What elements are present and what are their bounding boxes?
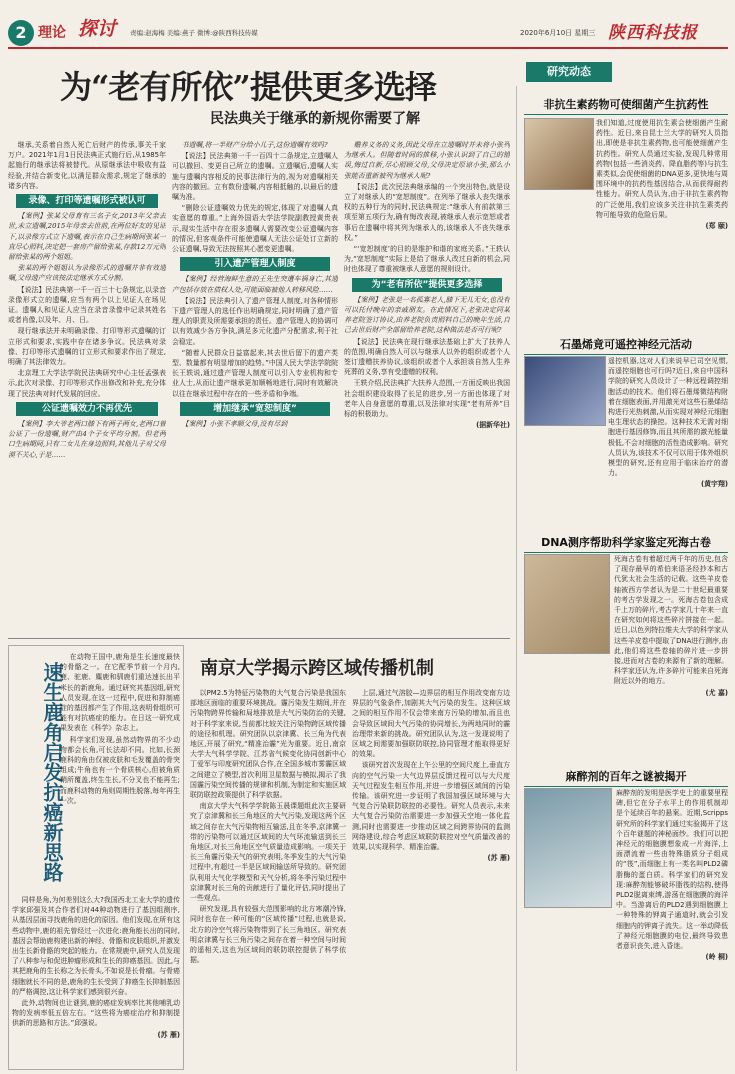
paragraph: 继承,关系着自然人死亡后财产的传承,事关千家万户。2021年1月1日民法典正式施行后,从1985年起施行的继承法将被替代。从原继承法中吸收有益经验,并结合新变化,以满足群众需求,规定了继承的诸多内容。 <box>8 141 166 190</box>
byline: (岭 桐) <box>705 953 728 962</box>
byline: (苏 雁) <box>487 854 510 863</box>
sidebar-article-body <box>524 356 728 528</box>
paragraph: 现行继承法并未明确录像、打印等形式遗嘱的订立形式和要求,实践中存在诸多争议。民法典对录像、打印等形式遗嘱的订立形式和要求作出了规定,明确了其法律效力。 <box>8 327 166 367</box>
paragraph: 南京大学大气科学学院陈玉晨课题组此次主要研究了京津冀和长三角地区的大气污染,发现这两个区域之间存在大气污染物相互输送,且在冬季,京津冀一带的污染物可以通过区域间的大气环流输送到长三角地区,对长三角地区空气质量造成影响。一项关于长三角霾污染天气的研究表明,冬季发生的大气污染过程中,有超过一半是区域间输送所导致的。研究团队利用大气化学模型和天气分析,将冬季污染过程中京津冀对长三角的贡献进行了量化评估,同时提出了一些观点。 <box>190 802 346 903</box>
paragraph: 北京理工大学法学院民法典研究中心主任孟强表示,此次对录像、打印等形式作出修改和补充,充分体现了民法典对时代发展的回应。 <box>8 369 166 398</box>
paragraph: 同样是角,为何差别这么大?我国西北工业大学的遗传学家邱强及其合作者们对44种动物进行了基因组测序,从基因层面寻找鹿角的进化的原因。他们发现,在所有这些动物中,鹿的祖先曾经过一次进化:鹿角能长出的同时,基因会帮助鹿构建出新的神经、骨骼和皮肤组织,并激发出生长新骨骼的突起的能力。在常规鹿中,研究人员发现了八种参与和促进肿瘤形成和生长的抑癌基因。因此,与其把鹿角的生长称之为长骨头,不如说是长骨瘤。与骨癌细胞就长不同的是,鹿角的生长受到了抑癌生长抑制基因的严格调控,这让科学家们感到很兴奋。 <box>12 896 180 996</box>
paragraph: 此外,动物间也让谜到,鹿的癌症发病率比其他哺乳动物的发病率低五倍左右。“这些将为癌症治疗和抑制提供新的思路和方法。”邱强说。 <box>12 999 180 1028</box>
case-paragraph: 【案例】张某父母育有三名子女,2013年父亲去世,未立遗嘱,2015年母亲去世前,在两位好友的见证下,以录像方式立下遗嘱,表示在自己生病期间张某一直尽心照料,决定把一套房产留给张某,存款12万元则留给张某的两个姐姐。 <box>8 212 166 262</box>
sidebar-article-body <box>524 118 728 328</box>
paragraph: “‘宽恕制度’的目的是维护和谐的家庭关系。”王轶认为,“宽恕制度”实际上是给了继承人改过自新的机会,同时也体现了尊重被继承人意愿的规则设计。 <box>344 245 510 274</box>
section-label-a: 理论 <box>38 25 66 41</box>
editor-meta: 责编:赵海梅 美编:燕子 微博:@陕西科技传媒 <box>130 29 258 37</box>
case-paragraph: 【案例】经营海鲜生意的王先生突遭车祸身亡,其遗产包括存放在债权人处,可能面临被他人转移风险…… <box>172 275 338 294</box>
paragraph: 麻醉剂的发明是医学史上的重要里程碑,但它在分子水平上的作用机制却是个延续百年的悬案。近期,Scripps研究所的科学家们通过实验揭开了这个百年谜题的神秘面纱。我们可以把神经元的细胞膜想象成一片海洋,上面漂流着一些由特殊脂质分子组成的“筏”,而细胞上有一类名叫PLD2磷脂酶的蛋白质。科学家们的研究发现:麻醉剂能够破坏脂筏的结构,使得PLD2脱离束缚,游荡在细胞膜的海洋中。当游离后的PLD2遇到细胞膜上一种特殊的钾离子通道时,就会引发细胞内的钾离子流失。这一举动降低了神经元细胞膜的电位,最终导致患者意识丧失,进入昏迷。 <box>616 789 728 951</box>
explanation-paragraph: 【说法】此次民法典继承编的一个突出特色,就是设立了对继承人的“宽恕制度”。在列举了继承人丧失继承权的五种行为的同时,民法典规定:“继承人有前款第三项至第五项行为,确有悔改表现,被继承人表示宽恕或者事后在遗嘱中将其列为继承人的,该继承人不丧失继承权。” <box>344 182 510 242</box>
paragraph: 张某的两个姐姐认为录像形式的遗嘱并非有效遗嘱,父母遗产应该按法定继承方式分割。 <box>8 264 166 283</box>
sidebar-article-title: DNA测序帮助科学家鉴定死海古卷 <box>524 534 728 553</box>
paragraph: 赡养义务的义务,因此父母在立遗嘱时并未将小张列为继承人。但随着时间的推移,小张认识到了自己的错误,悔过自新,尽心照顾父母,父母决定原谅小张,那么小张能否重新被列为继承人呢? <box>344 141 510 180</box>
sidebar-article-title: 非抗生素药物可使细菌产生抗药性 <box>524 96 728 115</box>
sidebar-article-body <box>524 788 728 1070</box>
main-headline: 为“老有所依”提供更多选择 <box>60 68 436 106</box>
smog-column-b <box>352 688 510 1070</box>
section-heading: 公证遗嘱效力不再优先 <box>16 402 158 416</box>
page-number: 2 <box>8 20 34 46</box>
byline: (尤 嘉) <box>705 688 728 697</box>
paragraph: “删除公证遗嘱效力优先的规定,体现了对遗嘱人真实意愿的尊重。”上海外国语大学法学院副教授黄贵表示,现实生活中存在很多遗嘱人需要改变公证遗嘱内容的情况,但客观条件可能使遗嘱人无法公证处订立新的公证遗嘱,导致无法按照其心愿变更遗嘱。 <box>172 204 338 254</box>
newspaper-brand: 陕西科技报 <box>608 23 698 43</box>
paragraph: 上层,通过气溶胶—边界层的相互作用改变南方边界层的气象条件,加剧其大气污染的发生。这种区域之间的相互作用不仅会带来南方污染的增加,而且也会导致区域间大气污染的协同增长,为两地同时的霾治理带来新的挑战。研究团队认为,这一发现说明了区域之间需要加强联防联控,协同管理才能取得更好的效果。 <box>352 689 510 759</box>
page-header <box>0 0 735 50</box>
paragraph: 书遗嘱,将一半财产分给小儿子,这份遗嘱有效吗? <box>181 141 328 149</box>
deer-article-title: 速生鹿角启发抗癌新思路 <box>40 662 64 882</box>
smog-column-a <box>190 688 346 1070</box>
article-column-2 <box>172 140 338 630</box>
explanation-paragraph: 【说法】民法典第一千一百四十二条规定,立遗嘱人可以撤回、变更自己所立的遗嘱。立遗嘱后,遗嘱人实施与遗嘱内容相反的民事法律行为的,视为对遗嘱相关内容的撤回。立有数份遗嘱,内容相抵触的,以最后的遗嘱为准。 <box>172 152 338 202</box>
case-paragraph: 【案例】李大爷老两口膝下有两子两女,老两口曾公证了一份遗嘱,财产由4个子女平均分割。但老两口生病期间,只有二女儿在身边照料,其他儿子对父母漠不关心,于是…… <box>8 420 166 459</box>
section-heading: 为“老有所依”提供更多选择 <box>352 278 502 292</box>
explanation-paragraph: 【说法】民法典在现行继承法基础上扩大了扶养人的范围,明确自然人可以与继承人以外的组织或者个人签订遗赠扶养协议,该组织或者个人承担该自然人生养死葬的义务,享有受遗赠的权利。 <box>344 337 510 377</box>
paragraph: 我们知道,过度使用抗生素会使细菌产生耐药性。近日,来自昆士兰大学的研究人员指出,即使是非抗生素药物,也可能使细菌产生抗药性。研究人员通过实验,发现几种常用药物(包括一些消炎药、降血脂药等)与抗生素类似,会促使细菌的DNA更多,更快地与周围环境中的抗药性基因结合,从而获得耐药性能力。研究人员认为,由于非抗生素药物的广泛使用,我们应该多关注非抗生素类药物可能导致的危险后果。 <box>596 119 728 219</box>
case-paragraph: 【案例】小张不孝顺父母,没有尽到 <box>181 420 288 429</box>
research-news-label: 研究动态 <box>526 62 612 82</box>
paragraph: 该研究首次发现在上午公里的空间尺度上,垂直方向的空气污染一大气边界层反馈过程可以与大尺度天气过程发生相互作用,并进一步增强区域间的污染传输。该研究进一步证明了我国加强区域环境与大气复合污染联防联控的必要性。研究人员表示,未来大气复合污染防治需要进一步加强天空地一体化监测,同时也需要进一步推动区域之间跨界协同的监测网络建设,综合考虑区域联防联控对空气质量改善的效果,以实现科学、精准治霾。 <box>352 761 510 852</box>
article-column-3 <box>344 140 510 630</box>
byline: (据新华社) <box>476 421 510 430</box>
section-label-b: 探讨 <box>78 18 117 40</box>
paragraph: “随着人民群众日益富起来,其去世后留下的遗产类型、数量都有明显增加的趋势。”中国人民大学法学院院长王轶说,通过遗产管理人制度可以引入专业机构和专业人士,从而让遗产继承更加顺畅地进行,同时有效解决以往在继承过程中存在的一些矛盾和争端。 <box>172 348 338 398</box>
main-subheadline: 民法典关于继承的新规你需要了解 <box>210 111 420 127</box>
paragraph: 死海古卷有着超过两千年的历史,包含了现存最早的希伯来语圣经抄本和古代犹太社会生活的记载。这些羊皮卷轴被西方学者认为是二十世纪最重要的考古学发现之一。死海古卷包含成千上万的碎片,考古学家几十年来一直在研究如何将这些碎片拼接在一起。近日,以色列特拉维夫大学的科学家从这些羊皮卷中提取了DNA进行测序,由此,他们将这些卷轴的碎片进一步拼接,进而对古卷的来源有了新的理解。科学家还认为,许多碎片可能来自死海附近以外的地方。 <box>614 555 728 686</box>
deer-column-a <box>60 652 180 892</box>
sidebar-article-title: 石墨烯竟可遥控神经元活动 <box>524 336 728 355</box>
explanation-paragraph: 【说法】民法典第一千一百三十七条规定,以录音录像形式立的遗嘱,应当有两个以上见证人在场见证。遗嘱人和见证人应当在录音录像中记录其姓名或者肖像,以及年、月、日。 <box>8 285 166 325</box>
paragraph: 以PM2.5为特征污染物的大气复合污染是我国东部地区面临的重要环境挑战。霾污染发生期间,并在污染物跨界传输和局地排放是大气污染防治的关键,对于科学家来说,当前都比较关注污染物跨区域传播的途径和机理。研究团队以京津冀、长三角为代表地区,开展了研究,“精准治霾”光为重要。近日,南京大学大气科学学院、江苏省气候变化协同创新中心丁爱军与印度研究团队合作,在全国多城市雾霾区域之间建立了模型,首次利用卫星数据与模拟,揭示了我国霾污染空间传播的规律和机制,为制定和实施区域联防联控政策提供了科学依据。 <box>190 689 346 800</box>
section-divider <box>8 638 510 639</box>
deer-column-b <box>12 895 180 1065</box>
sidebar-article-body <box>524 554 728 760</box>
section-heading: 引入遗产管理人制度 <box>180 257 330 271</box>
sidebar-article-title: 麻醉剂的百年之谜被揭开 <box>524 768 728 787</box>
paragraph: 王轶介绍,民法典扩大扶养人范围,一方面反映出我国社会组织建设取得了长足的进步,另一方面也体现了对老年人自身意愿的尊重,以及法律对实现“老有所养”目标的积极助力。 <box>344 379 510 419</box>
issue-date: 2020年6月10日 星期三 <box>520 29 596 37</box>
byline: (黄宇翔) <box>701 480 728 489</box>
explanation-paragraph: 【说法】民法典引入了遗产管理人制度,对各种情形下遗产管理人的选任作出明确规定,同时明确了遗产管理人的职责及所需要承担的责任。遗产管理人的协调可以有效减少各方争执,满足多元化遗产分配需求,利于社会稳定。 <box>172 296 338 346</box>
case-paragraph: 【案例】老张是一名孤寡老人,膝下无儿无女,也没有可以托付晚年的亲戚朋友。在此情况下,老张决定同某养老院签订协议,由养老院负责照料自己的晚年生活,自己去世后财产全部留给养老院,这种做法是否可行呢? <box>344 295 510 335</box>
article-column-1 <box>8 140 166 630</box>
smog-article-title: 南京大学揭示跨区域传播机制 <box>200 658 434 679</box>
byline: (苏 雁) <box>157 1030 180 1039</box>
paragraph: 研究发现,具有较强大范围影响的北方寒潮冷锋,同时也存在一种可能的“区域传播”过程,也就是说,北方的冷空气将污染物带到了长三角地区。研究表明京津冀与长三角污染之间存在着一种空间与时间的遥相关,这也为区域间的联防联控提供了科学依据。 <box>190 905 346 965</box>
section-heading: 录像、打印等遗嘱形式被认可 <box>16 194 158 208</box>
paragraph: 遥控机器,这对人们来说早已司空见惯,而遥控细胞也可行吗?近日,来自中国科学院的研究人员设计了一种远程调控细胞活动的技术。他们将石墨烯微结构附着在细胞表面,并用激光对这些石墨烯结构进行光热刺激,从而实现对神经元细胞电生理状态的操控。这种技术无需对细胞进行基因修饰,而且其所需的激光能量极低,不会对细胞的活性造成影响。研究人员认为,该技术不仅可以用于体外组织模型的研究,还有应用于临床治疗的潜力。 <box>608 357 728 478</box>
paragraph: 在动物王国中,鹿角是生长速度最快的骨骼之一。在它配季节前一个月内,鹿、驼鹿、麋鹿和驯鹿们重达速长出平米长的新鹿角。通过研究其基因组,研究人员发现,在这一过程中,促进和抑制癌症的基因都产生了作用,这表明骨组织可能有对抗癌症的能力。在日这一研究成果发表在《科学》杂志上。 <box>60 653 180 733</box>
header-rule <box>8 47 728 49</box>
paragraph: 科学家们发现,虽然动物界的不少动物都会长角,可长法却不同。比如,长颈鹿科的角由仅被皮肤和毛发覆盖的骨突组成;牛角也有一个骨质核心,但被角质鞘所覆盖,终生生长,不分叉也不能再生;而鹿科动物的角则周期性脱落,每年再生一次。 <box>60 735 180 805</box>
byline: (郑 颐) <box>705 222 728 231</box>
section-heading: 增加继承“宽恕制度” <box>180 402 330 416</box>
